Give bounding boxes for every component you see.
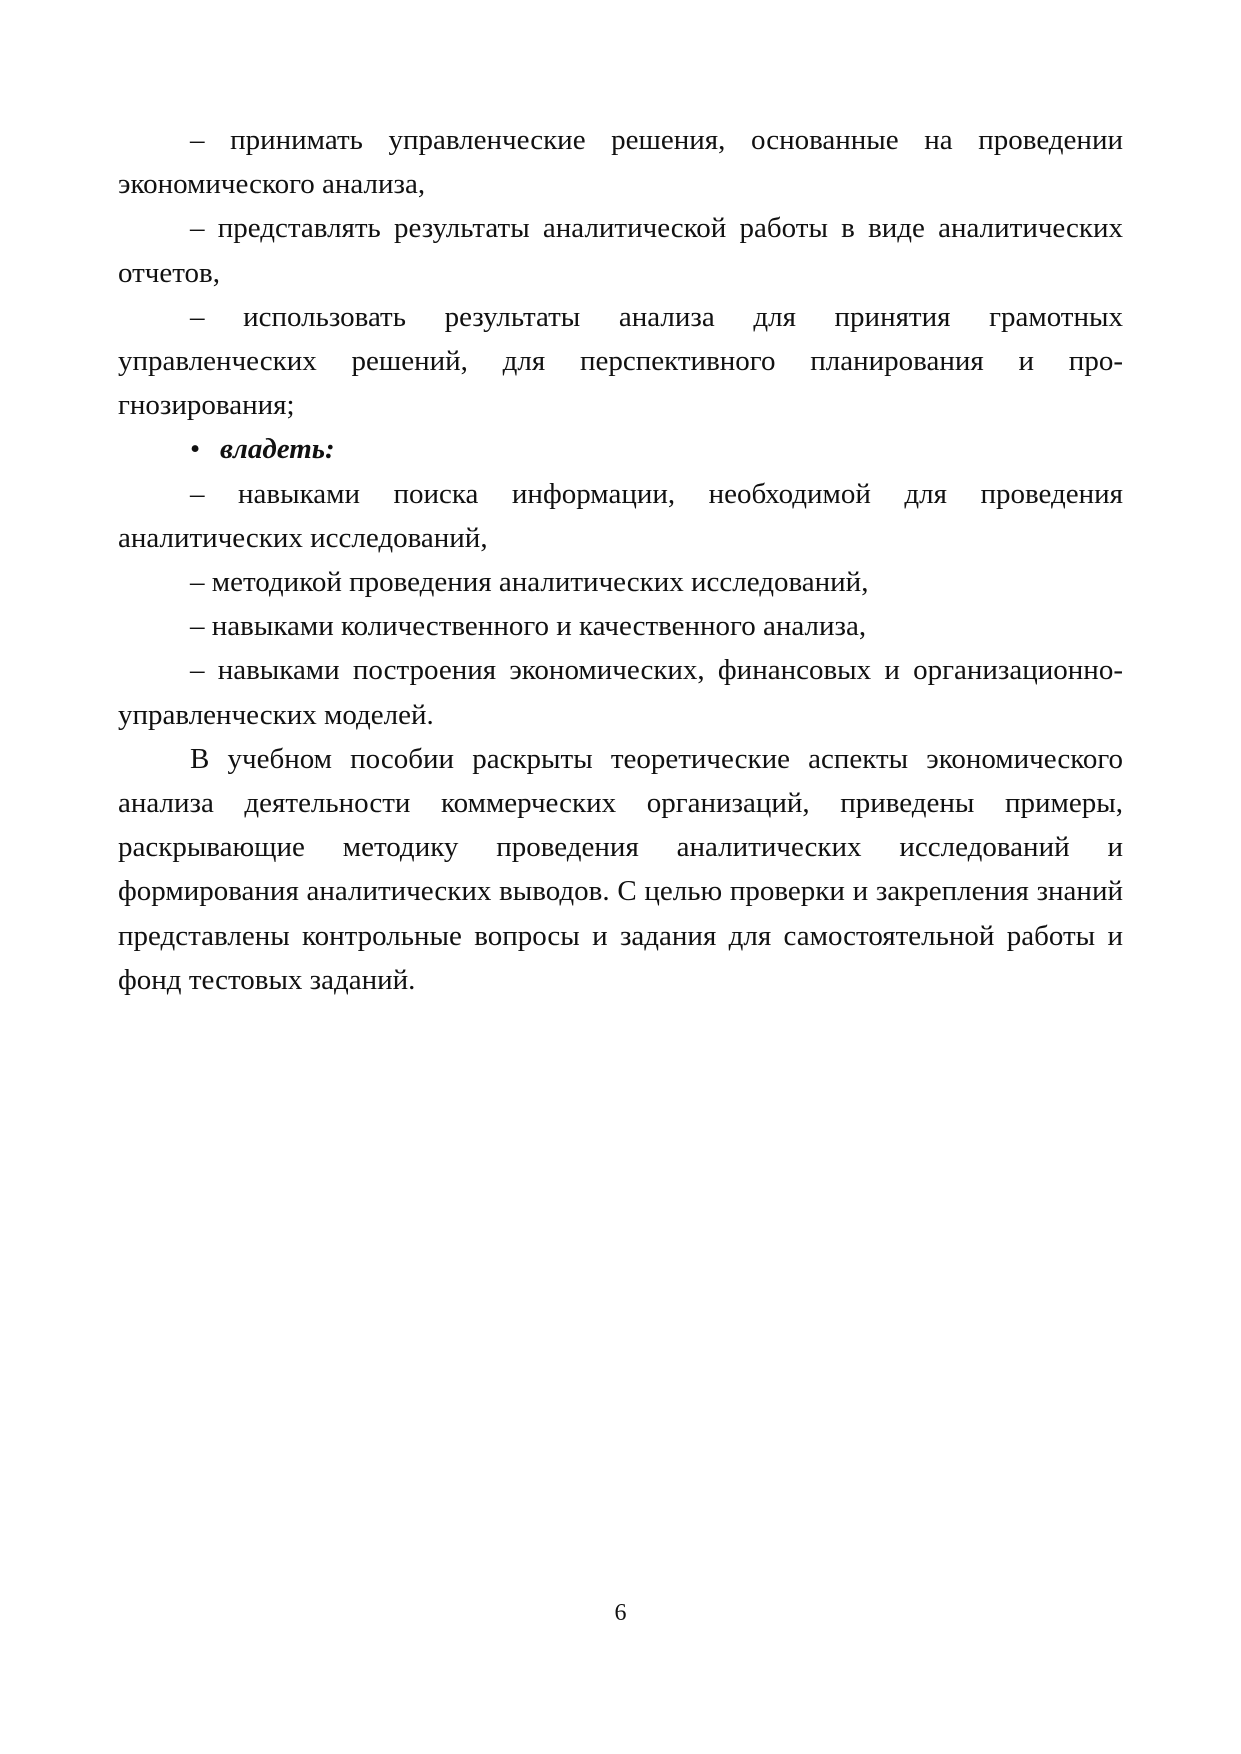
page-number: 6 bbox=[614, 1600, 627, 1626]
section-heading-label: владеть: bbox=[220, 433, 335, 466]
list-item-search-skills: – навыками поиска информации, необходимой для проведения аналитических исследований, bbox=[118, 477, 1123, 554]
section-heading bbox=[118, 427, 1123, 471]
page-body bbox=[118, 118, 1123, 1002]
list-item-modeling-skills: – навыками построения экономических, финансовых и организационно-управленческих моделей. bbox=[118, 654, 1123, 731]
bullet-icon: • bbox=[190, 433, 201, 466]
list-item-analysis-skills: – навыками количественного и качественного анализа, bbox=[190, 610, 867, 643]
list-item-methodology: – методикой проведения аналитических исследований, bbox=[190, 566, 869, 599]
list-item-use-results: – использовать результаты анализа для принятия грамотных управленческих решений, для перспективного планирования и прогнозирования; bbox=[118, 300, 1123, 422]
summary-paragraph: В учебном пособии раскрыты теоретические аспекты экономического анализа деятельности коммерческих организаций, приведены примеры, раскрывающие методику проведения аналитических исследований и формирования аналитических выводов. С целью проверки и закрепления знаний представлены контрольные вопросы и задания для самостоятельной работы и фонд тестовых заданий. bbox=[118, 742, 1123, 996]
list-item-reports: – представлять результаты аналитической работы в виде аналитических отчетов, bbox=[118, 212, 1123, 289]
list-item-decisions: – принимать управленческие решения, основанные на проведении экономического анализа, bbox=[118, 124, 1123, 201]
